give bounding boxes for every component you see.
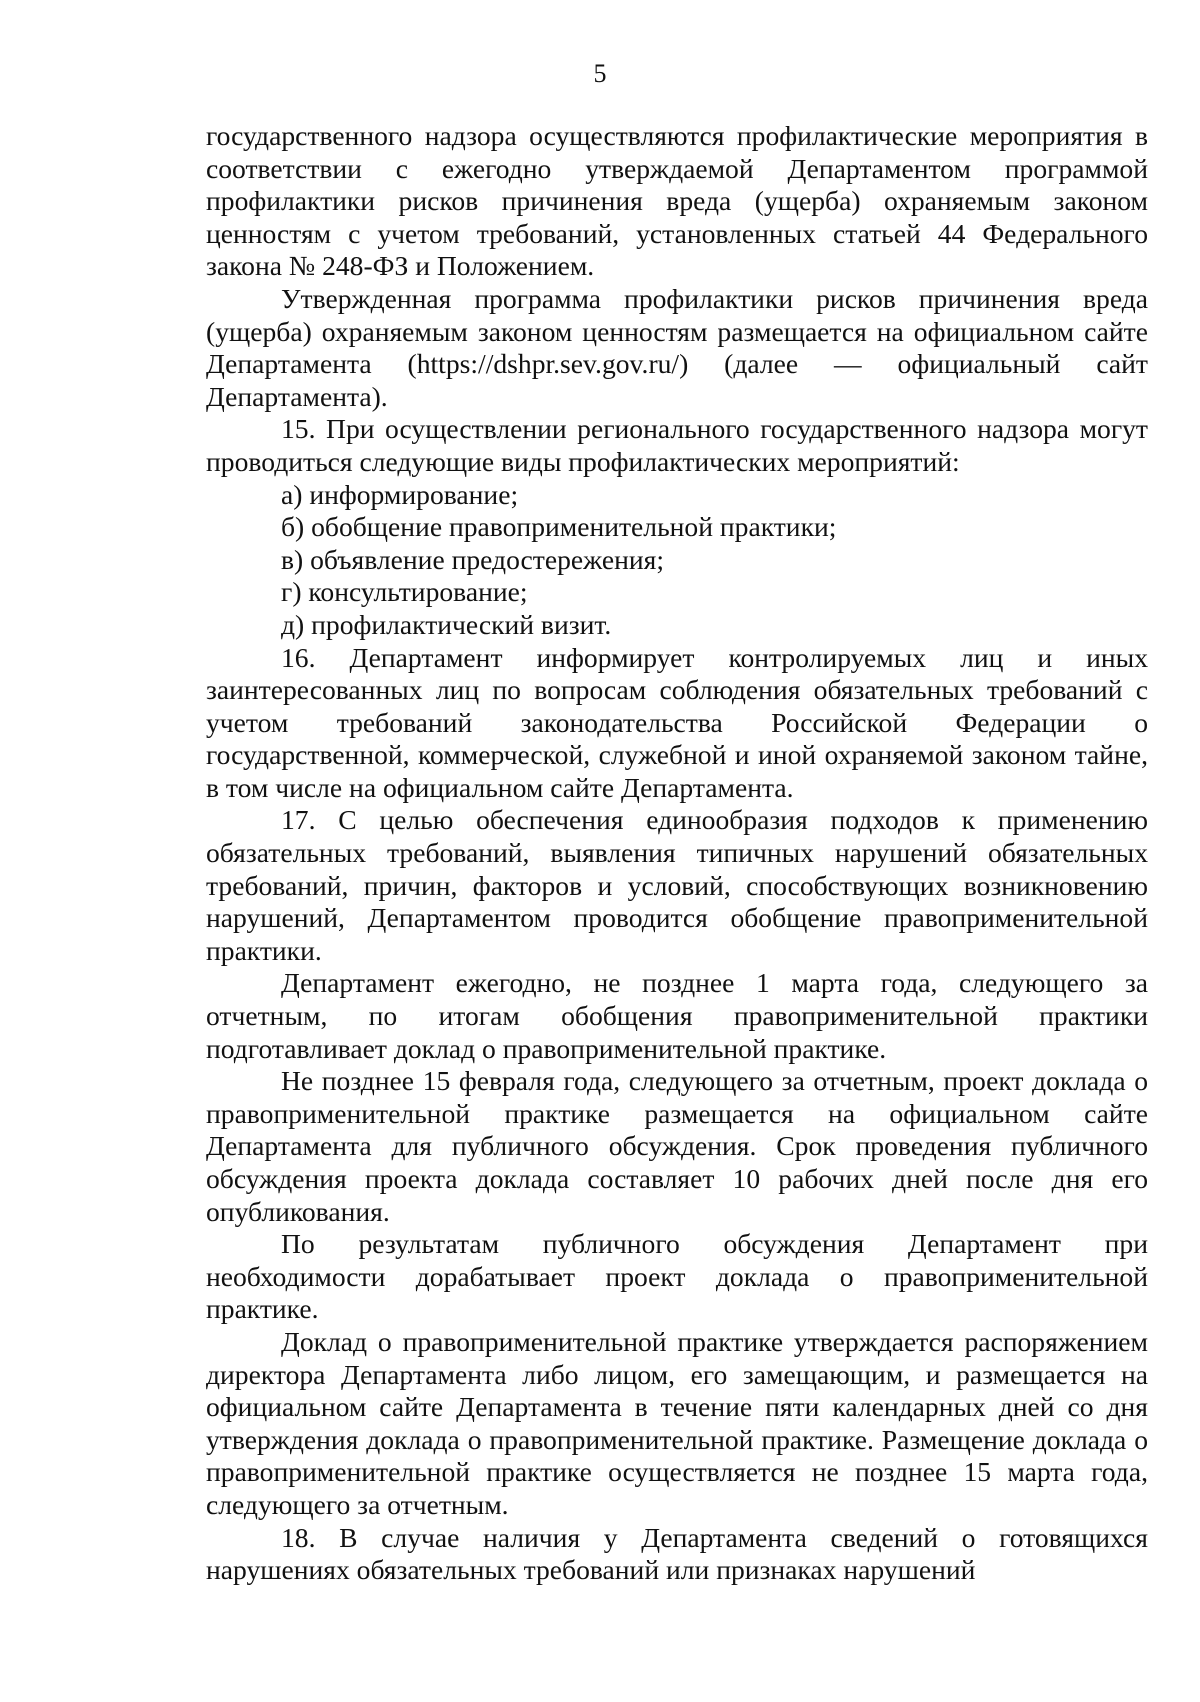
paragraph-discussion-results: По результатам публичного обсуждения Департамент при необходимости дорабатывает проект доклада о правоприменительной практике. (206, 1228, 1148, 1325)
document-body (206, 120, 1148, 1587)
list-item-b: б) обобщение правоприменительной практики; (281, 511, 837, 543)
paragraph-continuation: государственного надзора осуществляются профилактические мероприятия в соответствии с ежегодно утверждаемой Департаментом программой профилактики рисков причинения вреда (ущерба) охраняемым законом ценностям с учетом требований, установленных статьей 44 Федерального закона № 248-ФЗ и Положением. (206, 120, 1148, 282)
list-item-v: в) объявление предостережения; (281, 543, 664, 575)
paragraph-15: 15. При осуществлении регионального государственного надзора могут проводиться следующие виды профилактических мероприятий: (206, 413, 1148, 477)
list-item-g: г) консультирование; (281, 576, 528, 608)
list-item-a: а) информирование; (281, 478, 519, 510)
paragraph-18: 18. В случае наличия у Департамента сведений о готовящихся нарушениях обязательных требований или признаках нарушений (206, 1521, 1148, 1586)
list-item-d: д) профилактический визит. (281, 608, 612, 640)
paragraph-17: 17. С целью обеспечения единообразия подходов к применению обязательных требований, выявления типичных нарушений обязательных требований, причин, факторов и условий, способствующих возникновению нарушений, Департаментом проводится обобщение правоприменительной практики. (206, 804, 1148, 966)
paragraph-program-publication: Утвержденная программа профилактики рисков причинения вреда (ущерба) охраняемым законом ценностям размещается на официальном сайте Департамента (https://dshpr.sev.gov.ru/) (далее — официальный сайт Департамента). (206, 282, 1148, 412)
paragraph-annual-report: Департамент ежегодно, не позднее 1 марта года, следующего за отчетным, по итогам обобщения правоприменительной практики подготавливает доклад о правоприменительной практике. (206, 967, 1148, 1064)
paragraph-16: 16. Департамент информирует контролируемых лиц и иных заинтересованных лиц по вопросам соблюдения обязательных требований с учетом требований законодательства Российской Федерации о государственной, коммерческой, служебной и иной охраняемой законом тайне, в том числе на официальном сайте Департамента. (206, 641, 1148, 803)
page-number: 5 (593, 59, 607, 88)
paragraph-report-approval: Доклад о правоприменительной практике утверждается распоряжением директора Департамента либо лицом, его замещающим, и размещается на официальном сайте Департамента в течение пяти календарных дней со дня утверждения доклада о правоприменительной практике. Размещение доклада о правоприменительной практике осуществляется не позднее 15 марта года, следующего за отчетным. (206, 1325, 1148, 1520)
paragraph-draft-publication: Не позднее 15 февраля года, следующего за отчетным, проект доклада о правоприменительной практике размещается на официальном сайте Департамента для публичного обсуждения. Срок проведения публичного обсуждения проекта доклада составляет 10 рабочих дней после дня его опубликования. (206, 1065, 1148, 1227)
